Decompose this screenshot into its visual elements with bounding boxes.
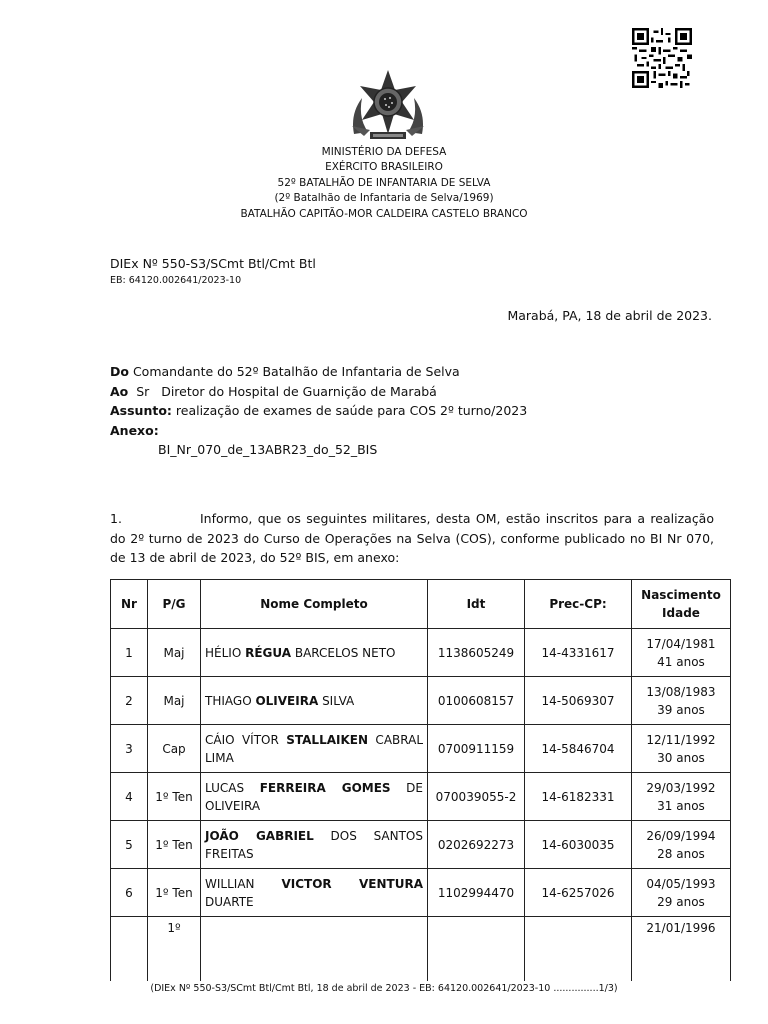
cell-name: [201, 821, 428, 869]
to-line: [110, 382, 527, 402]
page-footer: (DIEx Nº 550-S3/SCmt Btl/Cmt Btl, 18 de abril de 2023 - EB: 64120.002641/2023-10 ...............1/3): [150, 983, 618, 994]
birth-date: 29/03/1992: [646, 780, 716, 795]
subject-line: [110, 401, 527, 421]
cell-name: [201, 629, 428, 677]
annex-item: BI_Nr_070_de_13ABR23_do_52_BIS: [158, 442, 378, 458]
cell-prec: 14-5846704: [525, 725, 632, 773]
document-eb-number: EB: 64120.002641/2023-10: [110, 275, 242, 286]
cell-prec: 14-6030035: [525, 821, 632, 869]
col-header-nr: Nr: [111, 580, 148, 629]
to-text: Sr Diretor do Hospital de Guarnição de Marabá: [128, 383, 437, 399]
name-part: CÁIO VÍTOR: [205, 732, 287, 747]
name-part: DOS SANTOS FREITAS: [205, 828, 427, 861]
cell-birth: [632, 917, 731, 982]
table-row: [111, 629, 731, 677]
table-row-partial: [111, 917, 731, 982]
subject-label: Assunto:: [110, 403, 172, 419]
cell-prec: 14-5069307: [525, 677, 632, 725]
cell-rank: Maj: [148, 629, 201, 677]
name-part: HÉLIO: [205, 645, 246, 660]
military-personnel-table: [110, 579, 731, 981]
col-header-prec: Prec-CP:: [525, 580, 632, 629]
letterhead: [0, 145, 768, 222]
cell-rank: 1º: [148, 917, 201, 982]
name-part: BARCELOS NETO: [291, 645, 396, 660]
qr-code-icon: [632, 28, 692, 88]
name-war: VICTOR VENTURA: [281, 876, 423, 891]
cell-birth: [632, 773, 731, 821]
cell-rank: Maj: [148, 677, 201, 725]
from-text: Comandante do 52º Batalhão de Infantaria de Selva: [128, 364, 460, 379]
name-war: OLIVEIRA: [255, 693, 319, 708]
cell-nr: 6: [111, 869, 148, 917]
birth-date: 04/05/1993: [646, 876, 716, 891]
table-header-row: [111, 580, 731, 629]
cell-rank: 1º Ten: [148, 869, 201, 917]
cell-rank: Cap: [148, 725, 201, 773]
col-header-idt: Idt: [428, 580, 525, 629]
cell-name: [201, 869, 428, 917]
cell-prec: 14-6182331: [525, 773, 632, 821]
col-header-birth: [632, 580, 731, 629]
table-row: [111, 773, 731, 821]
coat-of-arms-icon: [340, 68, 436, 144]
header-ministry: MINISTÉRIO DA DEFESA: [321, 146, 447, 158]
birth-date: 26/09/1994: [646, 828, 716, 843]
annex-line: [110, 421, 527, 441]
col-header-name: Nome Completo: [201, 580, 428, 629]
age: 39 anos: [657, 702, 705, 717]
document-date: Marabá, PA, 18 de abril de 2023.: [507, 308, 712, 323]
cell-nr: 1: [111, 629, 148, 677]
table-row: [111, 725, 731, 773]
from-line: [110, 362, 527, 382]
cell-name: [201, 917, 428, 982]
cell-nr: 2: [111, 677, 148, 725]
cell-birth: [632, 821, 731, 869]
header-army: EXÉRCITO BRASILEIRO: [325, 161, 443, 174]
cell-rank: 1º Ten: [148, 821, 201, 869]
name-part: LUCAS: [205, 780, 260, 795]
cell-nr: 5: [111, 821, 148, 869]
header-battalion: 52º BATALHÃO DE INFANTARIA DE SELVA: [277, 176, 491, 189]
birth-date: 13/08/1983: [646, 684, 716, 699]
cell-idt: 1138605249: [428, 629, 525, 677]
to-label: Ao: [110, 383, 129, 399]
paragraph-text: Informo, que os seguintes militares, desta OM, estão inscritos para a realização do 2º turno de 2023 do Curso de Operações na Selva (COS), conforme publicado no BI Nr 070, de 13 de abril de 2023, do 52º BIS, em anexo:: [110, 511, 714, 566]
annex-label: Anexo:: [110, 422, 159, 438]
header-battalion-former: (2º Batalhão de Infantaria de Selva/1969): [274, 192, 494, 205]
age: 28 anos: [657, 846, 705, 861]
subject-text: realização de exames de saúde para COS 2º turno/2023: [171, 403, 528, 419]
header-battalion-honorific: BATALHÃO CAPITÃO-MOR CALDEIRA CASTELO BRANCO: [240, 207, 528, 220]
cell-nr: [111, 917, 148, 982]
cell-nr: 3: [111, 725, 148, 773]
name-part: DUARTE: [205, 876, 427, 909]
table-row: [111, 821, 731, 869]
cell-birth: [632, 677, 731, 725]
col-header-rank: P/G: [148, 580, 201, 629]
name-part: SILVA: [318, 693, 355, 708]
birth-date: 12/11/1992: [646, 732, 716, 747]
cell-rank: 1º Ten: [148, 773, 201, 821]
table-row: [111, 677, 731, 725]
document-reference: DIEx Nº 550-S3/SCmt Btl/Cmt Btl: [110, 256, 316, 271]
cell-idt: 0700911159: [428, 725, 525, 773]
name-war: FERREIRA GOMES: [259, 780, 391, 795]
name-war: JOÃO GABRIEL: [205, 828, 314, 843]
name-part: WILLIAN: [205, 876, 282, 891]
from-label: Do: [110, 364, 129, 379]
cell-prec: [525, 917, 632, 982]
name-part: DE OLIVEIRA: [205, 780, 427, 813]
cell-birth: [632, 629, 731, 677]
paragraph-1: [110, 509, 714, 568]
cell-name: [201, 773, 428, 821]
birth-date: 17/04/1981: [646, 636, 716, 651]
name-part: THIAGO: [205, 693, 256, 708]
cell-birth: [632, 869, 731, 917]
age: 30 anos: [657, 750, 705, 765]
col-header-birth-age: Idade: [662, 606, 700, 620]
age: 31 anos: [657, 798, 705, 813]
addressing-block: [110, 362, 527, 460]
cell-nr: 4: [111, 773, 148, 821]
cell-prec: 14-4331617: [525, 629, 632, 677]
cell-name: [201, 677, 428, 725]
cell-idt: 1102994470: [428, 869, 525, 917]
cell-idt: 0100608157: [428, 677, 525, 725]
paragraph-number: 1.: [110, 511, 122, 526]
table-body: [111, 629, 731, 982]
cell-birth: [632, 725, 731, 773]
name-part: CABRAL LIMA: [205, 732, 427, 765]
table-row: [111, 869, 731, 917]
col-header-birth-date: Nascimento: [641, 588, 721, 602]
name-war: RÉGUA: [245, 645, 292, 660]
cell-idt: 070039055-2: [428, 773, 525, 821]
age: 41 anos: [657, 654, 705, 669]
cell-idt: [428, 917, 525, 982]
birth-date: 21/01/1996: [646, 921, 716, 935]
cell-name: [201, 725, 428, 773]
cell-prec: 14-6257026: [525, 869, 632, 917]
cell-idt: 0202692273: [428, 821, 525, 869]
age: 29 anos: [657, 894, 705, 909]
name-war: STALLAIKEN: [286, 732, 369, 747]
